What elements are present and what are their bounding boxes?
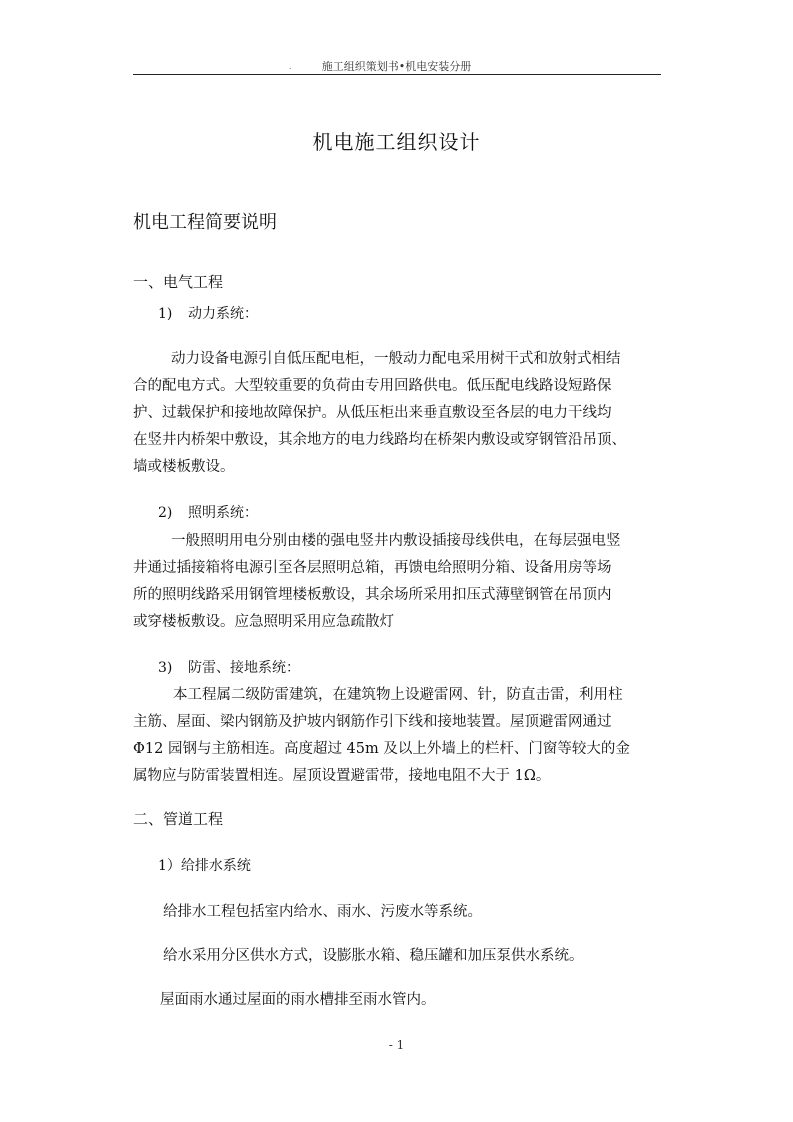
paragraph-line: 或穿楼板敷设。应急照明采用应急疏散灯	[133, 614, 394, 630]
running-header: 施工组织策划书•机电安装分册	[321, 60, 472, 73]
subsection-number: 2)	[158, 505, 173, 521]
paragraph-line: 在竖井内桥架中敷设，其余地方的电力线路均在桥架内敷设或穿钢管沿吊顶、	[133, 432, 626, 448]
section-heading-electrical: 一、电气工程	[133, 273, 224, 291]
paragraph-line: 护、过载保护和接地故障保护。从低压柜出来垂直敷设至各层的电力干线均	[133, 405, 612, 421]
subsection-label: 动力系统：	[188, 306, 258, 322]
paragraph-water-3: 屋面雨水通过屋面的雨水槽排至雨水管内。	[160, 992, 436, 1008]
subsection-lightning	[158, 657, 300, 677]
paragraph-line: 属物应与防雷装置相连。屋顶设置避雷带，接地电阻不大于 1Ω。	[133, 768, 551, 784]
document-title: 机电施工组织设计	[312, 130, 481, 154]
paragraph-line: 所的照明线路采用钢管埋楼板敷设，其余场所采用扣压式薄壁钢管在吊顶内	[133, 587, 612, 603]
main-heading: 机电工程简要说明	[133, 212, 277, 233]
header-dot: .	[289, 62, 292, 71]
subsection-label: 防雷、接地系统：	[188, 660, 300, 676]
header-rule	[133, 74, 661, 75]
paragraph-line: 一般照明用电分别由楼的强电竖井内敷设插接母线供电，在每层强电竖	[171, 533, 621, 549]
paragraph-line: 本工程属二级防雷建筑，在建筑物上设避雷网、针，防直击雷，利用柱	[173, 687, 623, 703]
paragraph-line: 墙或楼板敷设。	[133, 459, 235, 475]
subsection-number: 3)	[158, 660, 173, 676]
subsection-lighting	[158, 502, 258, 522]
paragraph-line: 主筋、屋面、梁内钢筋及护坡内钢筋作引下线和接地装置。屋顶避雷网通过	[133, 714, 612, 730]
subsection-label: 照明系统：	[188, 505, 258, 521]
page-footer: - 1	[388, 1038, 405, 1052]
paragraph-water-2: 给水采用分区供水方式，设膨胀水箱、稳压罐和加压泵供水系统。	[163, 948, 584, 964]
subsection-water-label: 1）给排水系统	[158, 858, 251, 874]
paragraph-line: 动力设备电源引自低压配电柜，一般动力配电采用树干式和放射式相结	[171, 351, 621, 367]
paragraph-line: 井通过插接箱将电源引至各层照明总箱，再馈电给照明分箱、设备用房等场	[133, 560, 612, 576]
paragraph-line: Φ12 园钢与主筋相连。高度超过 45m 及以上外墙上的栏杆、门窗等较大的金	[133, 741, 630, 757]
subsection-number: 1)	[158, 306, 173, 322]
section-heading-pipeline: 二、管道工程	[133, 810, 224, 828]
paragraph-water-1: 给排水工程包括室内给水、雨水、污废水等系统。	[163, 904, 482, 920]
paragraph-line: 合的配电方式。大型较重要的负荷由专用回路供电。低压配电线路设短路保	[133, 378, 612, 394]
subsection-power	[158, 303, 258, 323]
